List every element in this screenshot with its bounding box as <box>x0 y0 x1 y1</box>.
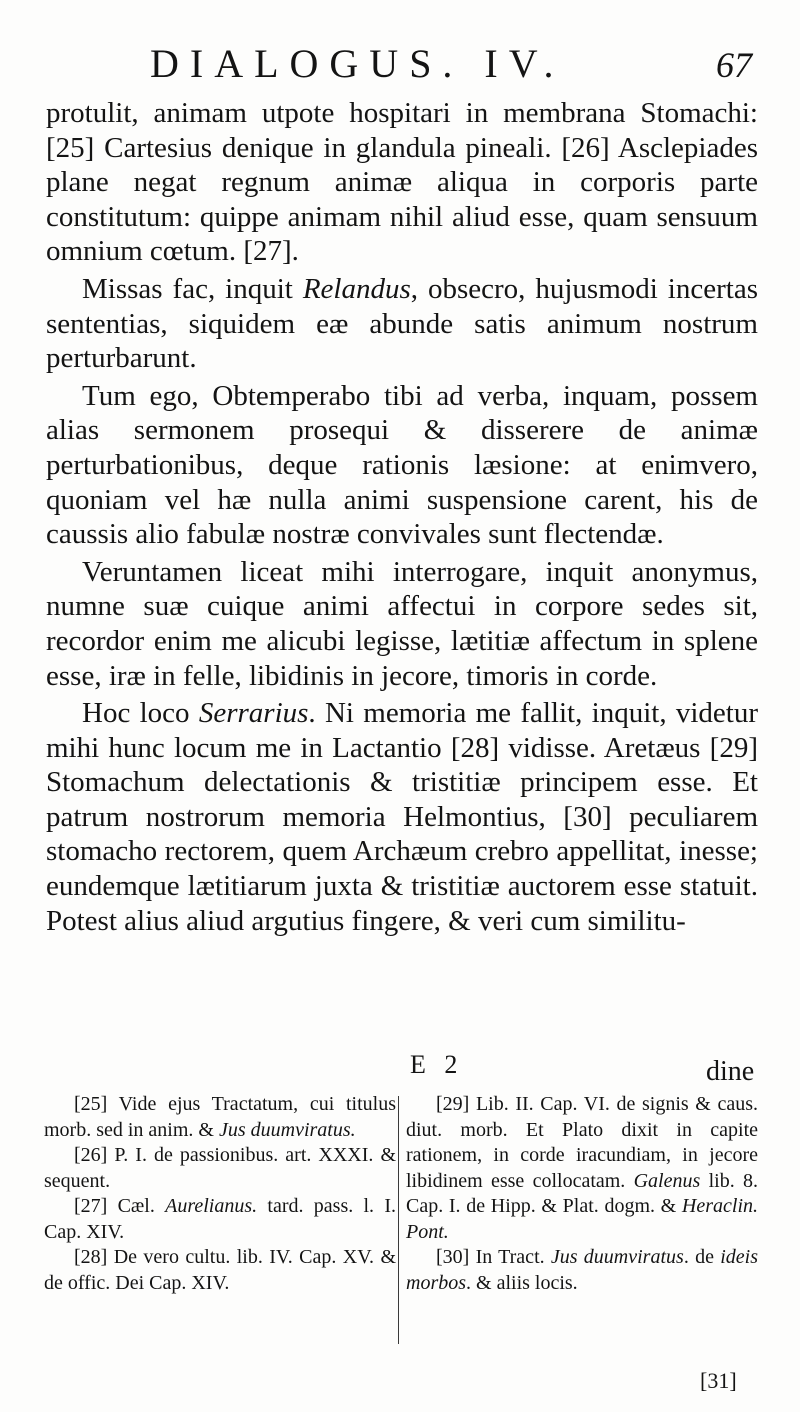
footnote-27 <box>44 1194 396 1245</box>
footnotes-left-column <box>44 1092 396 1296</box>
footnote-29-italic-1: Galenus <box>633 1169 701 1192</box>
footnotes <box>40 1092 760 1362</box>
footnote-25-italic: Jus duumviratus. <box>218 1118 356 1141</box>
paragraph-3: Tum ego, Obtemperabo tibi ad verba, inquam, possem alias sermonem prosequi & disserere de animæ perturbationibus, deque rationis læsione: at enimvero, quoniam vel hæ nulla animi suspensione carent, his de caussis alio fabulæ nostræ convivales sunt flectendæ. <box>46 379 758 551</box>
paragraph-1: protulit, animam utpote hospitari in membrana Stomachi: [25] Cartesius denique in glandula pineali. [26] Asclepiades plane negat regnum animæ aliqua in corporis parte constitutum: quippe animam nihil aliud esse, quam sensuum omnium cœtum. [27]. <box>46 97 758 268</box>
footnote-29-italic-2: Heraclin. Pont. <box>406 1195 758 1243</box>
footnote-catchword: [31] <box>700 1368 737 1393</box>
footnote-30 <box>406 1245 758 1296</box>
footnote-26: [26] P. I. de passionibus. art. XXXI. & sequent. <box>44 1144 396 1192</box>
footnote-30-text-a: [30] In Tract. <box>436 1246 551 1268</box>
paragraph-2-text-b: , obsecro, hujusmodi incertas sententias, siquidem eæ abunde satis animum nostrum perturbarunt. <box>46 272 758 375</box>
catchword: dine <box>706 1056 755 1087</box>
paragraph-5-text-a: Hoc loco <box>82 697 199 730</box>
footnote-29 <box>406 1092 758 1245</box>
paragraph-2 <box>46 272 758 376</box>
footnote-30-italic-2: ideis morbos <box>406 1246 758 1294</box>
running-header <box>150 38 770 88</box>
speaker-name-serrarius: Serrarius <box>198 697 309 730</box>
paragraph-2-text-a: Missas fac, inquit <box>82 272 303 305</box>
footnote-27-italic: Aurelianus. <box>165 1195 258 1217</box>
running-title: DIALOGUS. IV. <box>150 41 565 86</box>
column-divider <box>398 1096 399 1344</box>
footnote-25-text: [25] Vide ejus Tractatum, cui titulus morb. sed in anim. & <box>44 1093 396 1141</box>
paragraph-5-text-b: . Ni memoria me fallit, inquit, videtur mihi hunc locum me in Lactantio [28] vidisse. Aretæus [29] Stomachum delectationis & tristitiæ principem esse. Et patrum nostrorum memoria Helmontius, [30] peculiarem stomacho rectorem, quem Archæum crebro appellitat, inesse; eundemque lætitiarum juxta & tristitiæ auctorem esse statuit. Potest alius aliud argutius fingere, & veri cum similitu- <box>46 697 759 937</box>
page-number: 67 <box>716 45 752 85</box>
footnote-27-text-b: tard. pass. l. I. Cap. XIV. <box>44 1195 396 1243</box>
paragraph-4: Veruntamen liceat mihi interrogare, inquit anonymus, numne suæ cuique animi affectui in corpore sedes sit, recordor enim me alicubi legisse, lætitiæ affectum in splene esse, iræ in felle, libidinis in jecore, timoris in corde. <box>46 555 758 692</box>
footnote-25 <box>44 1092 396 1143</box>
speaker-name-relandus: Relandus <box>302 272 411 305</box>
footnote-29-text-b: lib. 8. Cap. I. de Hipp. & Plat. dogm. & <box>406 1169 758 1217</box>
footnote-29-text-a: [29] Lib. II. Cap. VI. de signis & caus. diut. morb. Et Plato dixit in capite rationem, in corde iracundiam, in jecore libidinem esse collocatam. <box>406 1093 758 1192</box>
footnote-28: [28] De vero cultu. lib. IV. Cap. XV. & de offic. Dei Cap. XIV. <box>44 1246 396 1294</box>
footnote-27-text-a: [27] Cæl. <box>74 1195 166 1217</box>
footnote-30-text-b: . de <box>683 1246 721 1268</box>
main-text <box>46 96 758 938</box>
paragraph-5 <box>46 696 758 938</box>
footnotes-right-column <box>406 1092 758 1296</box>
footnote-30-italic-1: Jus duumviratus <box>550 1246 684 1268</box>
signature-mark: E 2 <box>410 1050 464 1079</box>
footnote-30-text-c: . & aliis locis. <box>466 1271 578 1294</box>
